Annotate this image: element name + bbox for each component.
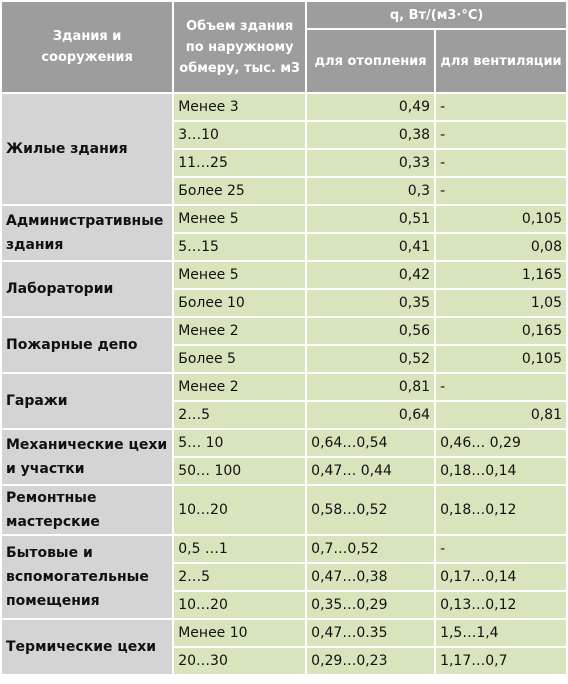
header-heating: для отопления xyxy=(307,30,434,92)
ventilation-cell: 0,13…0,12 xyxy=(436,592,566,618)
table-row xyxy=(2,374,566,400)
heating-cell: 0,38 xyxy=(307,122,434,148)
ventilation-cell: - xyxy=(436,150,566,176)
ventilation-cell: 0,18…0,14 xyxy=(436,458,566,484)
volume-cell: 0,5 …1 xyxy=(174,536,305,562)
heating-cell: 0,64…0,54 xyxy=(307,430,434,456)
ventilation-cell: 1,165 xyxy=(436,262,566,288)
volume-cell: 50… 100 xyxy=(174,458,305,484)
volume-cell: Менее 2 xyxy=(174,374,305,400)
heating-cell: 0,35…0,29 xyxy=(307,592,434,618)
volume-cell: Менее 10 xyxy=(174,620,305,646)
heating-cell: 0,33 xyxy=(307,150,434,176)
volume-cell: Более 5 xyxy=(174,346,305,372)
building-type: Механические цехи и участки xyxy=(2,430,172,484)
table-row xyxy=(2,486,566,534)
table-row xyxy=(2,536,566,562)
building-type: Гаражи xyxy=(2,374,172,428)
volume-cell: Более 25 xyxy=(174,178,305,204)
header-q-unit: q, Вт/(м3·°С) xyxy=(307,2,566,28)
volume-cell: Более 10 xyxy=(174,290,305,316)
table-row xyxy=(2,318,566,344)
ventilation-cell: 0,17…0,14 xyxy=(436,564,566,590)
heating-cell: 0,7…0,52 xyxy=(307,536,434,562)
volume-cell: 2…5 xyxy=(174,564,305,590)
volume-cell: 2…5 xyxy=(174,402,305,428)
table-row xyxy=(2,94,566,120)
volume-cell: Менее 5 xyxy=(174,206,305,232)
header-buildings: Здания и сооружения xyxy=(2,2,172,92)
ventilation-cell: 0,105 xyxy=(436,206,566,232)
heating-cell: 0,29…0,23 xyxy=(307,648,434,674)
ventilation-cell: 0,81 xyxy=(436,402,566,428)
ventilation-cell: - xyxy=(436,122,566,148)
heating-cell: 0,49 xyxy=(307,94,434,120)
table-row xyxy=(2,206,566,232)
volume-cell: Менее 5 xyxy=(174,262,305,288)
table-header xyxy=(2,2,566,92)
heating-cell: 0,47…0,38 xyxy=(307,564,434,590)
building-type: Лаборатории xyxy=(2,262,172,316)
ventilation-cell: 0,18…0,12 xyxy=(436,486,566,534)
ventilation-cell: - xyxy=(436,178,566,204)
building-type: Бытовые и вспомогательные помещения xyxy=(2,536,172,618)
building-type: Жилые здания xyxy=(2,94,172,204)
heating-cell: 0,56 xyxy=(307,318,434,344)
building-type: Ремонтные мастерские xyxy=(2,486,172,534)
table-row xyxy=(2,262,566,288)
ventilation-cell: 1,05 xyxy=(436,290,566,316)
volume-cell: Менее 3 xyxy=(174,94,305,120)
ventilation-cell: 0,165 xyxy=(436,318,566,344)
table-body xyxy=(2,94,566,674)
building-type: Пожарные депо xyxy=(2,318,172,372)
table-row xyxy=(2,620,566,646)
ventilation-cell: 1,5…1,4 xyxy=(436,620,566,646)
volume-cell: 11…25 xyxy=(174,150,305,176)
heating-cell: 0,64 xyxy=(307,402,434,428)
heating-cell: 0,58…0,52 xyxy=(307,486,434,534)
heating-cell: 0,41 xyxy=(307,234,434,260)
building-type: Термические цехи xyxy=(2,620,172,674)
header-volume: Объем здания по наружному обмеру, тыс. м3 xyxy=(174,2,305,92)
heating-cell: 0,47…0.35 xyxy=(307,620,434,646)
volume-cell: 5… 10 xyxy=(174,430,305,456)
volume-cell: 10…20 xyxy=(174,592,305,618)
heating-cell: 0,51 xyxy=(307,206,434,232)
volume-cell: 5…15 xyxy=(174,234,305,260)
header-ventilation: для вентиляции xyxy=(436,30,566,92)
ventilation-cell: 1,17…0,7 xyxy=(436,648,566,674)
ventilation-cell: 0,105 xyxy=(436,346,566,372)
volume-cell: 20…30 xyxy=(174,648,305,674)
ventilation-cell: - xyxy=(436,94,566,120)
volume-cell: Менее 2 xyxy=(174,318,305,344)
ventilation-cell: 0,08 xyxy=(436,234,566,260)
heating-cell: 0,81 xyxy=(307,374,434,400)
heating-cell: 0,42 xyxy=(307,262,434,288)
volume-cell: 10…20 xyxy=(174,486,305,534)
heating-cell: 0,47… 0,44 xyxy=(307,458,434,484)
heating-cell: 0,35 xyxy=(307,290,434,316)
table-row xyxy=(2,430,566,456)
volume-cell: 3…10 xyxy=(174,122,305,148)
ventilation-cell: 0,46… 0,29 xyxy=(436,430,566,456)
ventilation-cell: - xyxy=(436,374,566,400)
heating-cell: 0,3 xyxy=(307,178,434,204)
ventilation-cell: - xyxy=(436,536,566,562)
building-type: Административные здания xyxy=(2,206,172,260)
heating-cell: 0,52 xyxy=(307,346,434,372)
